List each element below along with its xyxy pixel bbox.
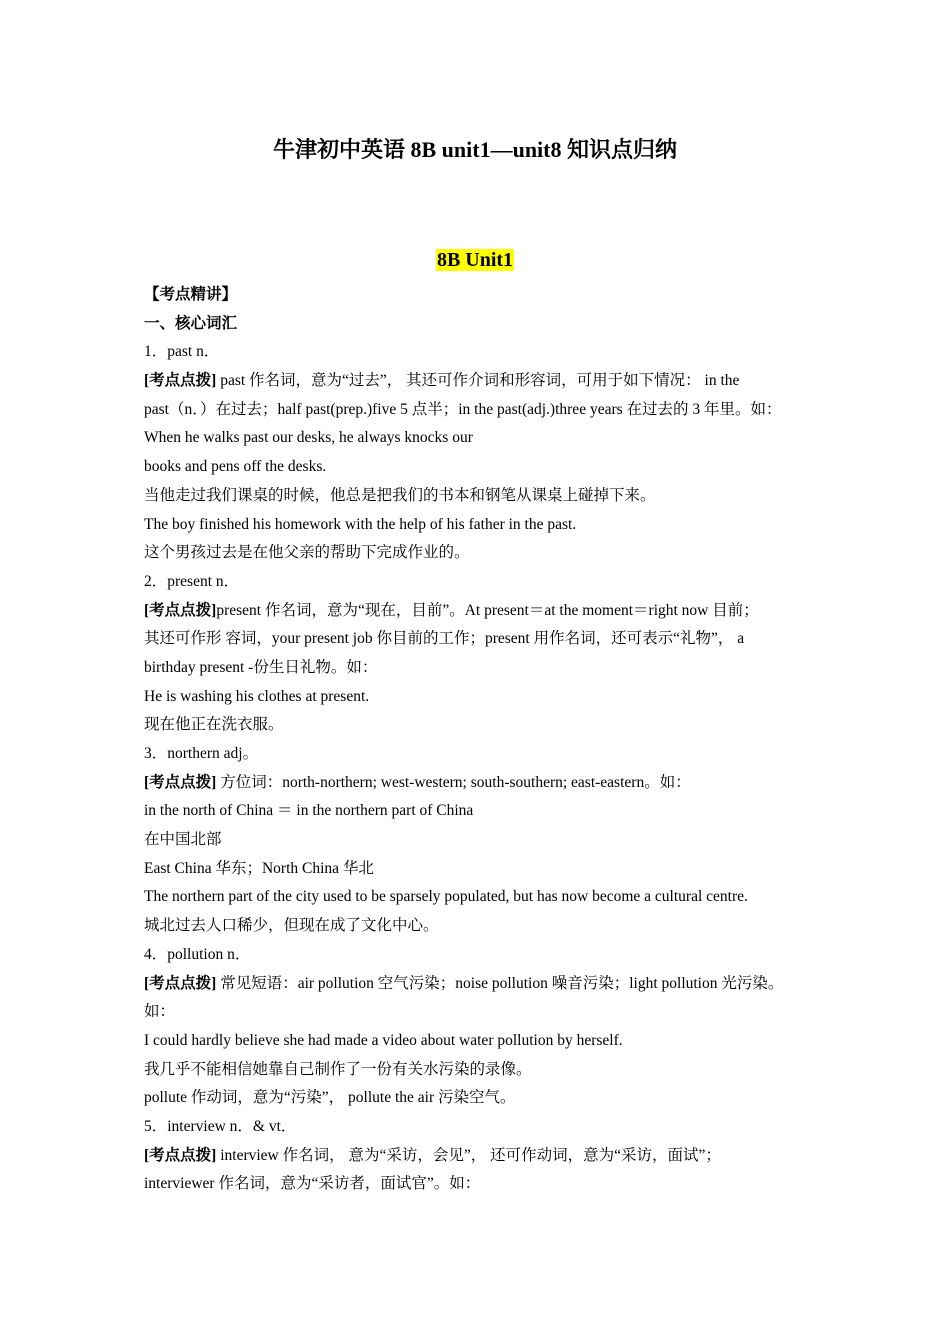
line-text: 在中国北部 bbox=[144, 831, 222, 849]
line-text: When he walks past our desks, he always knocks our bbox=[144, 429, 473, 447]
text-line bbox=[144, 683, 824, 712]
tip-line bbox=[144, 1142, 824, 1171]
line-text: past 作名词，意为“过去”， 其还可作介词和形容词，可用于如下情况： in the bbox=[216, 372, 740, 390]
line-text: 2．present n． bbox=[144, 572, 240, 590]
tip-label: [考点点拨] bbox=[144, 1146, 217, 1164]
line-text: East China 华东；North China 华北 bbox=[144, 859, 374, 877]
text-line bbox=[144, 654, 824, 683]
line-text: The boy finished his homework with the help of his father in the past. bbox=[144, 515, 577, 533]
text-line bbox=[144, 1113, 824, 1142]
line-text: He is washing his clothes at present. bbox=[144, 687, 370, 705]
line-text: books and pens off the desks. bbox=[144, 458, 327, 476]
line-text: interviewer 作名词，意为“采访者，面试官”。如： bbox=[144, 1175, 481, 1193]
text-line bbox=[144, 424, 824, 453]
tip-line bbox=[144, 367, 824, 396]
text-line bbox=[144, 1170, 824, 1199]
line-text: 4．pollution n． bbox=[144, 945, 251, 963]
text-line bbox=[144, 797, 824, 826]
text-line bbox=[144, 711, 824, 740]
line-text: pollute 作动词，意为“污染”， pollute the air 污染空气。 bbox=[144, 1089, 516, 1107]
text-line bbox=[144, 396, 824, 425]
text-line bbox=[144, 338, 824, 367]
content-lines bbox=[144, 338, 824, 1199]
unit-heading bbox=[0, 249, 950, 272]
text-line bbox=[144, 1027, 824, 1056]
line-text: I could hardly believe she had made a video about water pollution by herself. bbox=[144, 1031, 623, 1049]
line-text: past（n．）在过去；half past(prep.)five 5 点半；in the past(adj.)three years 在过去的 3 年里。如： bbox=[144, 400, 782, 418]
text-line bbox=[144, 998, 824, 1027]
tip-label: [考点点拨] bbox=[144, 372, 217, 390]
line-text: interview 作名词， 意为“采访，会见”， 还可作动词，意为“采访，面试”； bbox=[216, 1146, 721, 1164]
line-text: 城北过去人口稀少，但现在成了文化中心。 bbox=[144, 917, 439, 935]
text-line bbox=[144, 568, 824, 597]
text-line bbox=[144, 826, 824, 855]
line-text: present 作名词，意为“现在，目前”。At present＝at the moment＝right now 目前； bbox=[216, 601, 759, 619]
tip-label: [考点点拨] bbox=[144, 974, 217, 992]
text-line bbox=[144, 1084, 824, 1113]
tip-label: [考点点拨] bbox=[144, 601, 217, 619]
tip-label: [考点点拨] bbox=[144, 773, 217, 791]
line-text: The northern part of the city used to be sparsely populated, but has now become a cultural centre. bbox=[144, 888, 748, 906]
tip-line bbox=[144, 970, 824, 999]
line-text: 现在他正在洗衣服。 bbox=[144, 716, 284, 734]
text-line bbox=[144, 482, 824, 511]
text-line bbox=[144, 1056, 824, 1085]
line-text: 当他走过我们课桌的时候，他总是把我们的书本和钢笔从课桌上碰掉下来。 bbox=[144, 486, 656, 504]
line-text: 方位词：north-northern; west-western; south-southern; east-eastern。如： bbox=[216, 773, 691, 791]
document-body bbox=[144, 281, 824, 1199]
text-line bbox=[144, 883, 824, 912]
line-text: 其还可作形 容词，your present job 你目前的工作；present 用作名词，还可表示“礼物”， a bbox=[144, 630, 745, 648]
line-text: 这个男孩过去是在他父亲的帮助下完成作业的。 bbox=[144, 544, 470, 562]
subsection-heading: 一、核心词汇 bbox=[144, 314, 238, 332]
text-line bbox=[144, 625, 824, 654]
line-text: in the north of China ＝ in the northern part of China bbox=[144, 802, 474, 820]
line-text: 1．past n． bbox=[144, 343, 220, 361]
document-title: 牛津初中英语 8B unit1—unit8 知识点归纳 bbox=[273, 137, 677, 162]
line-text: birthday present -份生日礼物。如： bbox=[144, 658, 378, 676]
unit-heading-highlight: 8B Unit1 bbox=[436, 249, 514, 271]
line-text: 如： bbox=[144, 1003, 176, 1021]
line-text: 常见短语：air pollution 空气污染；noise pollution 噪音污染；light pollution 光污染。 bbox=[216, 974, 784, 992]
text-line bbox=[144, 941, 824, 970]
text-line bbox=[144, 855, 824, 884]
text-line bbox=[144, 539, 824, 568]
section-header: 【考点精讲】 bbox=[144, 286, 238, 303]
line-text: 3．northern adj。 bbox=[144, 745, 259, 762]
text-line bbox=[144, 511, 824, 540]
line-text: 我几乎不能相信她靠自己制作了一份有关水污染的录像。 bbox=[144, 1060, 532, 1078]
tip-line bbox=[144, 597, 824, 626]
line-text: 5．interview n．& vt． bbox=[144, 1117, 297, 1135]
text-line bbox=[144, 453, 824, 482]
text-line bbox=[144, 912, 824, 941]
text-line bbox=[144, 740, 824, 769]
tip-line bbox=[144, 769, 824, 798]
